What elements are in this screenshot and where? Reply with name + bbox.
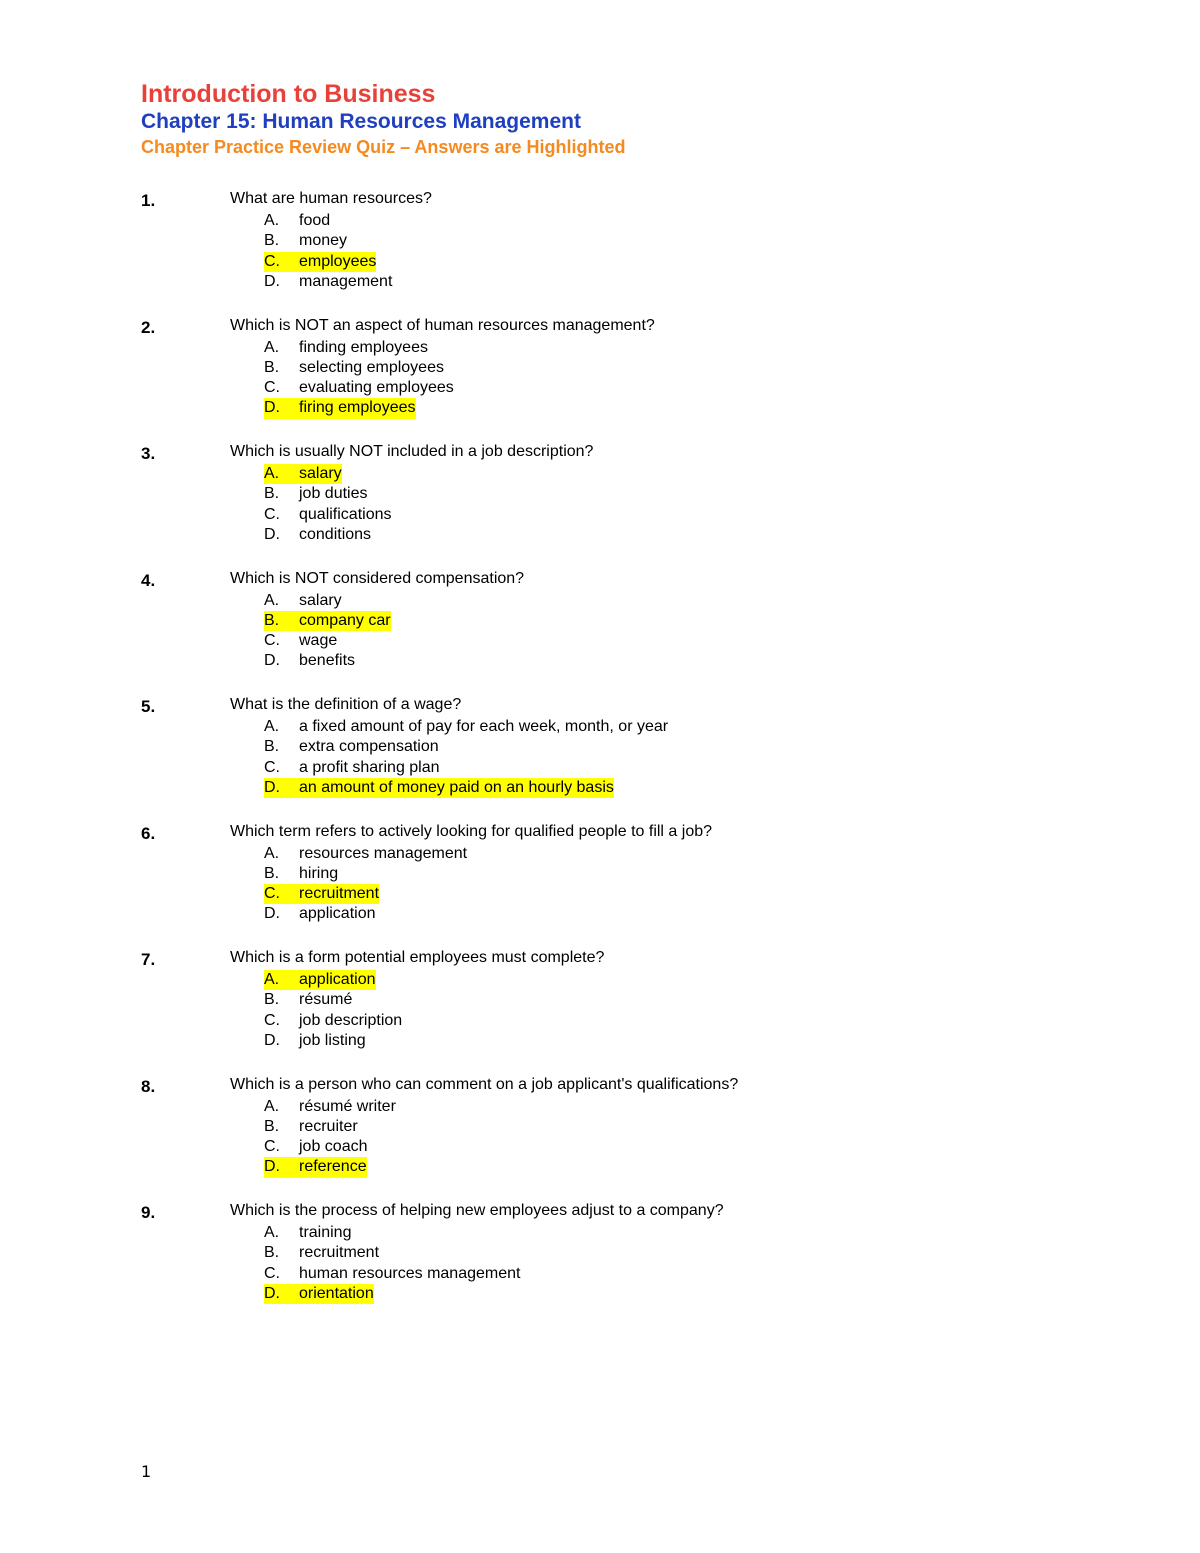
option-letter: A. <box>264 1224 280 1241</box>
question-text: Which is a person who can comment on a job applicant's qualifications? <box>230 1075 739 1093</box>
question-text: Which is NOT considered compensation? <box>230 569 525 587</box>
answer-option <box>264 717 668 737</box>
answer-option <box>264 1223 520 1243</box>
answer-option-highlighted <box>264 778 668 798</box>
option-letter: B. <box>264 232 280 250</box>
option-text-wrap <box>264 737 439 757</box>
answer-option-highlighted <box>264 884 467 904</box>
option-letter: D. <box>264 272 280 290</box>
question-number: 4. <box>141 570 156 590</box>
option-text-wrap <box>264 717 668 737</box>
option-text: recruitment <box>299 1244 380 1262</box>
question-item <box>0 694 1200 821</box>
question-number: 1. <box>141 191 156 210</box>
option-text: a profit sharing plan <box>299 758 440 776</box>
answer-options <box>264 591 391 672</box>
question-text: What is the definition of a wage? <box>230 696 462 713</box>
option-letter: A. <box>264 591 280 609</box>
option-text-wrap <box>264 398 416 418</box>
question-number: 7. <box>141 950 156 969</box>
option-text: company car <box>299 611 391 629</box>
answer-option <box>264 1011 402 1031</box>
answer-option <box>264 272 392 292</box>
option-text: résumé <box>299 991 353 1009</box>
answer-option-highlighted <box>264 611 391 631</box>
question-item <box>0 568 1200 695</box>
option-text: a fixed amount of pay for each week, month, or year <box>299 718 669 735</box>
option-text-wrap <box>264 1031 366 1051</box>
question-text: Which is NOT an aspect of human resources management? <box>230 316 655 334</box>
answer-option-highlighted <box>264 1284 520 1304</box>
option-letter: B. <box>264 991 280 1009</box>
answer-option <box>264 591 391 611</box>
option-text: food <box>299 212 331 229</box>
question-number: 9. <box>141 1203 156 1222</box>
option-text-wrap <box>264 1157 367 1177</box>
option-text-wrap <box>264 884 379 904</box>
answer-option <box>264 758 668 778</box>
option-text-wrap <box>264 464 342 484</box>
option-text-wrap <box>264 252 376 272</box>
option-text: benefits <box>299 652 356 670</box>
option-text-wrap <box>264 591 342 611</box>
question-item <box>0 315 1200 442</box>
document-title: Introduction to Business <box>141 80 436 108</box>
question-text: Which is a form potential employees must complete? <box>230 949 605 966</box>
option-text: job description <box>299 1011 403 1029</box>
option-text: orientation <box>299 1284 374 1302</box>
answer-option <box>264 990 402 1010</box>
option-letter: B. <box>264 611 280 629</box>
option-text-wrap <box>264 1011 402 1031</box>
answer-option <box>264 844 467 864</box>
answer-option <box>264 505 392 525</box>
option-text: résumé writer <box>299 1097 396 1115</box>
option-text-wrap <box>264 990 352 1010</box>
option-letter: D. <box>264 525 280 543</box>
option-text-wrap <box>264 484 368 504</box>
option-letter: B. <box>264 485 280 503</box>
option-letter: C. <box>264 758 280 776</box>
option-text: qualifications <box>299 505 392 523</box>
answer-option <box>264 1031 402 1051</box>
option-text-wrap <box>264 1137 368 1157</box>
option-text: job listing <box>299 1031 366 1049</box>
option-letter: C. <box>264 632 280 650</box>
question-text: Which is the process of helping new employees adjust to a company? <box>230 1202 724 1219</box>
option-text: human resources management <box>299 1264 521 1282</box>
option-text-wrap <box>264 358 444 378</box>
option-text: recruitment <box>299 885 380 903</box>
option-text-wrap <box>264 1097 396 1117</box>
option-text: conditions <box>299 525 372 543</box>
answer-option <box>264 631 391 651</box>
option-letter: A. <box>264 338 280 356</box>
answer-options <box>264 338 454 419</box>
answer-option <box>264 1264 520 1284</box>
option-letter: C. <box>264 379 280 397</box>
option-text: money <box>299 232 348 250</box>
quiz-subtitle: Chapter Practice Review Quiz – Answers are Highlighted <box>141 137 626 157</box>
answer-option <box>264 737 668 757</box>
question-number: 6. <box>141 823 156 843</box>
answer-option <box>264 484 392 504</box>
option-text: wage <box>299 632 338 650</box>
option-text-wrap <box>264 505 392 525</box>
question-number: 3. <box>141 444 156 463</box>
option-letter: D. <box>264 652 280 670</box>
option-text-wrap <box>264 904 376 924</box>
answer-option <box>264 904 467 924</box>
option-letter: A. <box>264 844 280 862</box>
option-letter: D. <box>264 399 280 417</box>
option-text-wrap <box>264 1117 358 1137</box>
option-letter: C. <box>264 1138 280 1156</box>
option-letter: A. <box>264 718 280 735</box>
option-letter: A. <box>264 465 280 482</box>
option-letter: B. <box>264 864 280 882</box>
option-text: application <box>299 905 376 923</box>
option-text-wrap <box>264 1243 379 1263</box>
answer-options <box>264 1097 396 1178</box>
answer-options <box>264 1223 520 1304</box>
option-text-wrap <box>264 231 347 251</box>
option-text: job coach <box>299 1138 368 1156</box>
option-text-wrap <box>264 631 337 651</box>
answer-option <box>264 1097 396 1117</box>
answer-option <box>264 864 467 884</box>
option-letter: B. <box>264 1117 280 1135</box>
answer-option-highlighted <box>264 398 454 418</box>
answer-options <box>264 211 392 292</box>
option-text-wrap <box>264 525 371 545</box>
option-letter: C. <box>264 1011 280 1029</box>
question-item <box>0 1074 1200 1201</box>
option-text-wrap <box>264 272 392 292</box>
answer-option-highlighted <box>264 970 402 990</box>
option-text-wrap <box>264 338 428 358</box>
answer-option <box>264 651 391 671</box>
option-text: training <box>299 1224 352 1241</box>
question-item <box>0 1200 1200 1327</box>
option-text-wrap <box>264 1264 520 1284</box>
option-letter: D. <box>264 1284 280 1302</box>
answer-options <box>264 970 402 1051</box>
option-text: firing employees <box>299 399 416 417</box>
question-number: 2. <box>141 317 156 337</box>
answer-option <box>264 231 392 251</box>
answer-option <box>264 378 454 398</box>
answer-options <box>264 844 467 925</box>
option-text: reference <box>299 1158 367 1176</box>
option-text: recruiter <box>299 1117 358 1135</box>
option-text: job duties <box>299 485 368 503</box>
chapter-heading: Chapter 15: Human Resources Management <box>141 110 581 133</box>
option-letter: A. <box>264 971 280 988</box>
option-letter: D. <box>264 905 280 923</box>
option-letter: B. <box>264 738 280 756</box>
option-text-wrap <box>264 378 454 398</box>
answer-options <box>264 464 392 545</box>
option-text: an amount of money paid on an hourly basis <box>299 778 614 796</box>
option-letter: D. <box>264 778 280 796</box>
answer-option-highlighted <box>264 252 392 272</box>
option-text-wrap <box>264 970 376 990</box>
option-text-wrap <box>264 778 614 798</box>
option-text-wrap <box>264 758 440 778</box>
option-letter: C. <box>264 505 280 523</box>
option-letter: A. <box>264 1097 280 1115</box>
option-letter: B. <box>264 358 280 376</box>
answer-option <box>264 1117 396 1137</box>
question-number: 8. <box>141 1076 156 1096</box>
question-text: Which term refers to actively looking for qualified people to fill a job? <box>230 822 713 840</box>
option-text: finding employees <box>299 338 428 356</box>
option-text-wrap <box>264 864 338 884</box>
option-text-wrap <box>264 844 467 864</box>
question-number: 5. <box>141 697 156 716</box>
question-item <box>0 441 1200 568</box>
answer-option <box>264 358 454 378</box>
option-text-wrap <box>264 1284 374 1304</box>
option-text: hiring <box>299 864 339 882</box>
question-text: What are human resources? <box>230 190 432 207</box>
option-text: salary <box>299 465 342 482</box>
option-letter: A. <box>264 212 280 229</box>
answer-options <box>264 717 668 798</box>
question-item <box>0 947 1200 1074</box>
question-list <box>0 188 1200 1327</box>
option-letter: D. <box>264 1158 280 1176</box>
answer-option <box>264 338 454 358</box>
option-letter: C. <box>264 885 280 903</box>
option-text: resources management <box>299 844 468 862</box>
question-item <box>0 821 1200 948</box>
question-text: Which is usually NOT included in a job description? <box>230 443 594 460</box>
answer-option <box>264 211 392 231</box>
answer-option-highlighted <box>264 464 392 484</box>
option-letter: C. <box>264 252 280 270</box>
answer-option-highlighted <box>264 1157 396 1177</box>
answer-option <box>264 1243 520 1263</box>
option-text-wrap <box>264 1223 351 1243</box>
answer-option <box>264 1137 396 1157</box>
option-text: employees <box>299 252 377 270</box>
option-text: application <box>299 971 376 988</box>
option-text-wrap <box>264 651 355 671</box>
option-text-wrap <box>264 611 391 631</box>
page-number: 1 <box>141 1462 152 1481</box>
option-text: evaluating employees <box>299 379 454 397</box>
option-text: selecting employees <box>299 358 444 376</box>
question-item <box>0 188 1200 315</box>
option-letter: D. <box>264 1031 280 1049</box>
option-letter: B. <box>264 1244 280 1262</box>
option-text: extra compensation <box>299 738 439 756</box>
option-text: management <box>299 272 393 290</box>
answer-option <box>264 525 392 545</box>
option-text: salary <box>299 591 342 609</box>
option-text-wrap <box>264 211 330 231</box>
option-letter: C. <box>264 1264 280 1282</box>
